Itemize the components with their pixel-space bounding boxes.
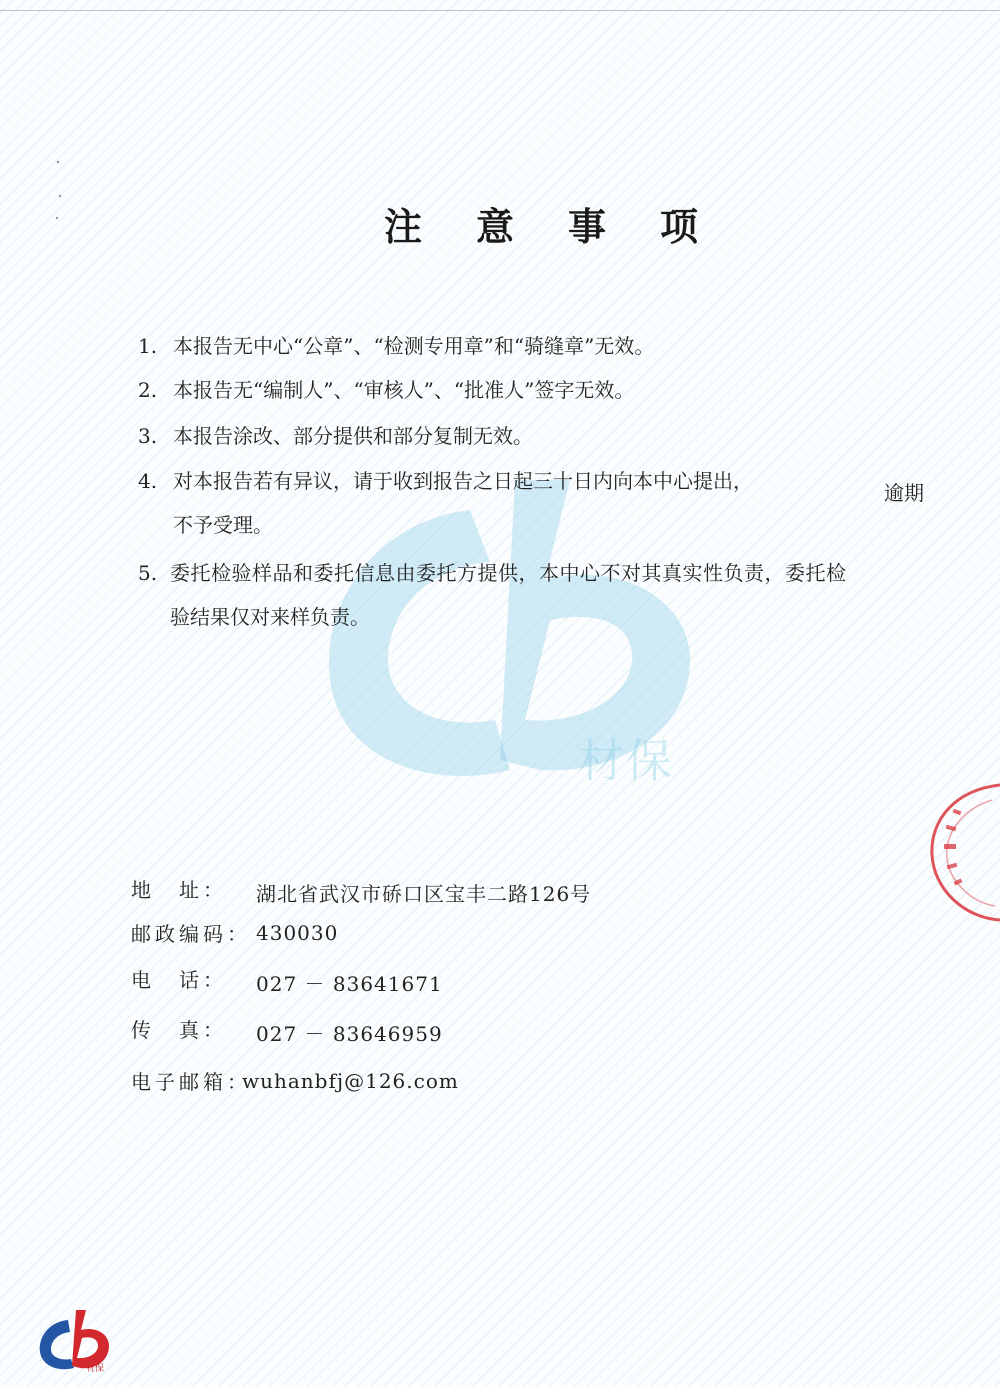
logo-text: 材保 xyxy=(86,1364,105,1374)
watermark-text: 材保 xyxy=(578,734,674,788)
postcode-value: 430030 xyxy=(256,921,339,945)
note-text: 本报告涂改、部分提供和部分复制无效。 xyxy=(173,424,533,448)
email-value: wuhanbfj@126.com xyxy=(242,1069,459,1093)
page-title: 注意事项 xyxy=(384,205,753,249)
note-number: 2. xyxy=(138,378,158,402)
official-seal-icon xyxy=(920,780,1000,925)
top-rule xyxy=(0,10,1000,11)
note-number: 5. xyxy=(138,561,158,585)
address-value: 湖北省武汉市硚口区宝丰二路126号 xyxy=(256,882,592,906)
note-text: 本报告无“编制人”、“审核人”、“批准人”签字无效。 xyxy=(173,378,635,402)
margin-specks xyxy=(52,160,72,240)
postcode-label: 邮政编码： xyxy=(131,922,251,946)
note-text: 验结果仅对来样负责。 xyxy=(170,605,370,629)
phone-label: 电 话： xyxy=(131,968,227,992)
phone-value: 027 － 83641671 xyxy=(256,972,443,996)
note-text: 逾期 xyxy=(884,481,924,505)
note-text: 委托检验样品和委托信息由委托方提供，本中心不对其真实性负责，委托检 xyxy=(170,561,847,585)
note-number: 1. xyxy=(138,334,158,358)
note-text: 本报告无中心“公章”、“检测专用章”和“骑缝章”无效。 xyxy=(173,334,655,358)
fax-value: 027 － 83646959 xyxy=(256,1022,443,1046)
note-text: 对本报告若有异议，请于收到报告之日起三十日内向本中心提出， xyxy=(173,469,753,493)
note-number: 4. xyxy=(138,469,158,493)
fax-label: 传 真： xyxy=(131,1018,227,1042)
address-label: 地 址： xyxy=(131,878,227,902)
email-label: 电子邮箱： xyxy=(131,1070,251,1094)
note-number: 3. xyxy=(138,424,158,448)
note-text: 不予受理。 xyxy=(173,513,273,537)
